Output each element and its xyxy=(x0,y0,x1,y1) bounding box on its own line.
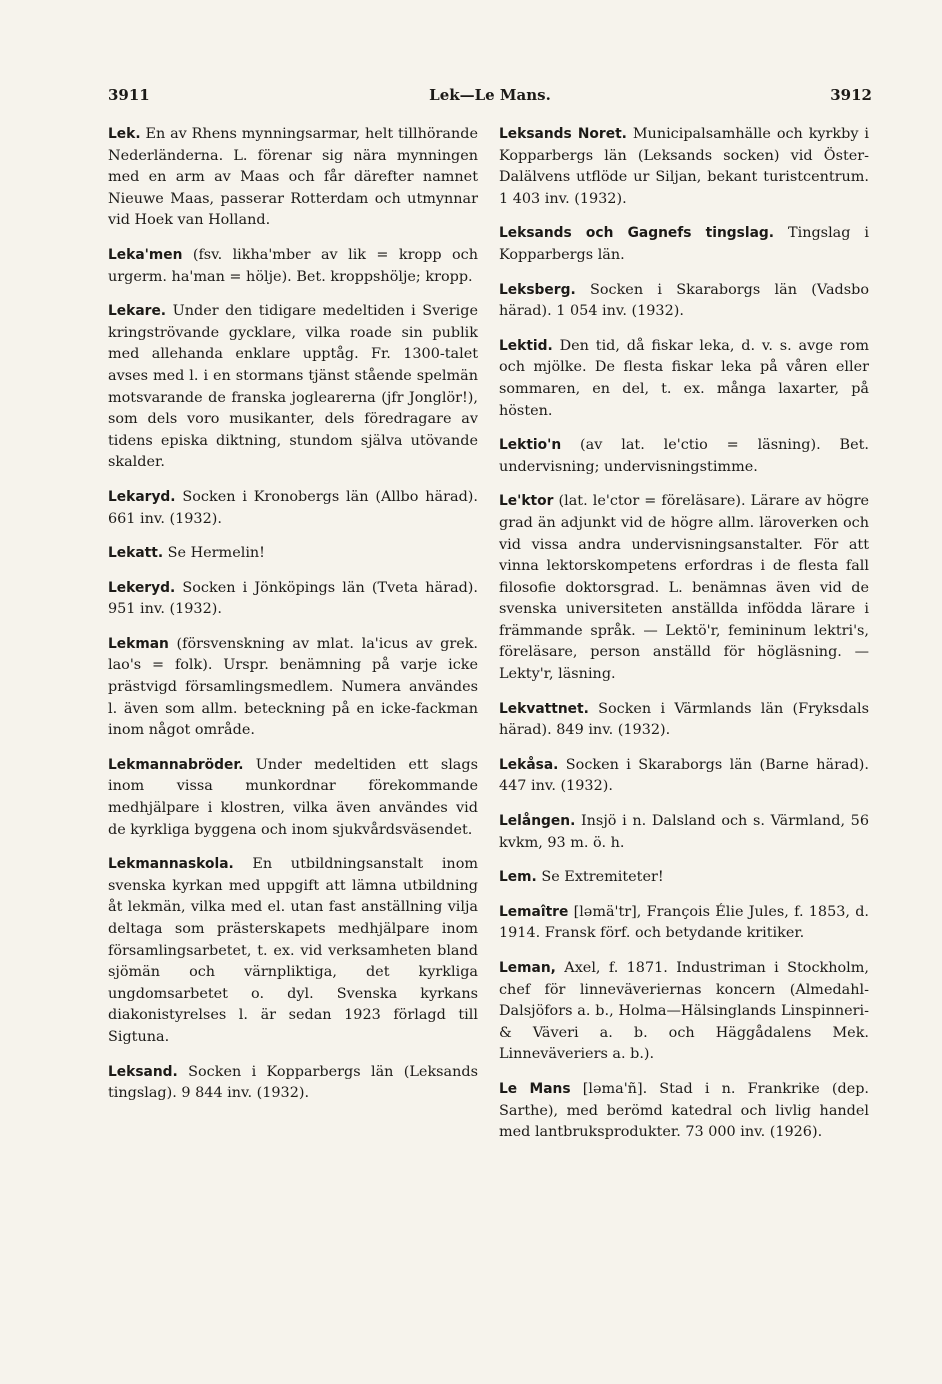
entry-text: Municipalsamhälle och kyrkby i Kopparbergs län (Leksands socken) vid Öster-Dalälvens utflöde ur Siljan, bekant turistcentrum. 1 403 inv. (1932). xyxy=(499,126,869,207)
page-number-right: 3912 xyxy=(830,86,872,104)
entry-text: (fsv. likha'mber av lik = kropp och urgerm. ha'man = hölje). Bet. kroppshölje; kropp. xyxy=(108,246,479,285)
dictionary-entry xyxy=(108,301,478,474)
entry-text: Under medeltiden ett slags inom vissa munkordnar förekommande medhjälpare i klostren, vilka även användes vid de kyrkliga byggena och inom sjukvårdsväsendet. xyxy=(108,756,478,838)
entry-text: Axel, f. 1871. Industriman i Stockholm, chef för linneväveriernas koncern (Almedahl-Dalsjöfors a. b., Holma—Hälsinglands Linspinneri- & Väveri a. b. och Häggådalens Mek. Linneväveriers a. b.). xyxy=(499,960,869,1063)
entry-text: Socken i Kopparbergs län (Leksands tingslag). 9 844 inv. (1932). xyxy=(108,1063,478,1102)
entry-text: (försvenskning av mlat. la'icus av grek. lao's = folk). Urspr. benämning på varje icke prästvigd församlingsmedlem. Numera användes l. även som allm. beteckning på en icke-fackman inom något område. xyxy=(108,635,479,739)
entry-text: Insjö i n. Dalsland och s. Värmland, 56 kvkm, 93 m. ö. h. xyxy=(499,813,869,851)
entry-headword: Lekmannabröder. xyxy=(108,756,244,773)
dictionary-entry xyxy=(108,854,478,1048)
dictionary-entry xyxy=(499,902,869,945)
dictionary-entry xyxy=(499,124,869,210)
dictionary-entry xyxy=(499,280,869,323)
dictionary-entry xyxy=(499,223,869,266)
entry-headword: Lekvattnet. xyxy=(499,700,589,717)
dictionary-entry xyxy=(108,755,478,841)
entry-headword: Le'ktor xyxy=(499,493,554,510)
entry-headword: Lekatt. xyxy=(108,545,164,562)
entry-headword: Leksands och Gagnefs tingslag. xyxy=(499,225,775,242)
dictionary-entry xyxy=(499,958,869,1066)
entry-text: Under den tidigare medeltiden i Sverige kringströvande gycklare, vilka roade sin publik med allehanda enklare upptåg. Fr. 1300-talet avses med l. i en stormans tjänst stående spelmän motsvarande de franska joglearerna (jfr Jonglör!), som dels voro musikanter, dels föredragare av tidens episka diktning, stundom själva utövande skalder. xyxy=(108,303,478,471)
dictionary-entry xyxy=(108,487,478,530)
entry-text: Socken i Jönköpings län (Tveta härad). 951 inv. (1932). xyxy=(108,579,478,618)
entry-text: [ləmä'tr], François Élie Jules, f. 1853, d. 1914. Fransk förf. och betydande kritiker. xyxy=(499,903,869,942)
entry-text: En av Rhens mynningsarmar, helt tillhörande Nederländerna. L. förenar sig nära mynningen med en arm av Maas och får därefter namnet Nieuwe Maas, passerar Rotterdam och utmynnar vid Hoek van Holland. xyxy=(108,126,478,229)
right-column xyxy=(499,124,869,1157)
dictionary-entry xyxy=(499,491,869,685)
dictionary-entry xyxy=(499,336,869,422)
dictionary-entry xyxy=(108,245,478,288)
running-title: Lek—Le Mans. xyxy=(429,86,551,104)
entry-text: Socken i Kronobergs län (Allbo härad). 661 inv. (1932). xyxy=(108,488,478,527)
dictionary-entry xyxy=(108,124,478,232)
entry-headword: Leksberg. xyxy=(499,281,576,298)
entry-text: Socken i Värmlands län (Fryksdals härad). 849 inv. (1932). xyxy=(499,700,869,739)
page-header xyxy=(108,86,872,110)
column-gutter xyxy=(488,200,489,1220)
dictionary-entry xyxy=(499,755,869,798)
dictionary-entry xyxy=(499,867,869,889)
dictionary-entry xyxy=(499,699,869,742)
entry-headword: Lekare. xyxy=(108,303,167,320)
entry-headword: Lekaryd. xyxy=(108,488,176,505)
entry-text: Socken i Skaraborgs län (Barne härad). 447 inv. (1932). xyxy=(499,756,869,795)
entry-text: En utbildningsanstalt inom svenska kyrkan med uppgift att lämna utbildning åt lekmän, vilka med el. utan fast anställning vilja deltaga som prästerskapets medhjälpare inom församlingsarbetet, t. ex. vid verksamheten bland sjömän och värnpliktiga, det kyrkliga ungdomsarbetet o. dyl. Svenska kyrkans diakonistyrelses l. är sedan 1923 förlagd till Sigtuna. xyxy=(108,856,479,1045)
entry-text: Se Extremiteter! xyxy=(541,869,664,886)
entry-headword: Lekman xyxy=(108,635,169,652)
entry-text: [ləma'ñ]. Stad i n. Frankrike (dep. Sarthe), med berömd katedral och livlig handel med lantbruksprodukter. 73 000 inv. (1926). xyxy=(499,1080,870,1141)
entry-headword: Lelången. xyxy=(499,813,576,830)
entry-text: Se Hermelin! xyxy=(167,545,265,562)
entry-text: Den tid, då fiskar leka, d. v. s. avge rom och mjölke. De flesta fiskar leka på våren eller sommaren, en del, t. ex. många laxarter, på hösten. xyxy=(499,337,869,419)
entry-headword: Lem. xyxy=(499,869,537,886)
entry-headword: Leksand. xyxy=(108,1063,178,1080)
entry-headword: Lek. xyxy=(108,126,141,142)
dictionary-entry xyxy=(499,1079,869,1144)
dictionary-entry xyxy=(499,811,869,854)
dictionary-entry xyxy=(108,578,478,621)
dictionary-entry xyxy=(499,435,869,478)
entry-headword: Leman, xyxy=(499,960,556,976)
entry-text: Socken i Skaraborgs län (Vadsbo härad). 1 054 inv. (1932). xyxy=(499,281,869,320)
entry-headword: Lektid. xyxy=(499,337,553,354)
entry-text: Tingslag i Kopparbergs län. xyxy=(499,225,870,263)
entry-headword: Lekåsa. xyxy=(499,756,559,773)
entry-headword: Lektio'n xyxy=(499,437,562,454)
page-number-left: 3911 xyxy=(108,86,150,104)
entry-headword: Leksands Noret. xyxy=(499,126,627,142)
entry-headword: Lemaître xyxy=(499,903,569,920)
entry-headword: Lekeryd. xyxy=(108,579,176,596)
entry-headword: Leka'men xyxy=(108,246,183,263)
dictionary-entry xyxy=(108,1062,478,1105)
entry-text: (lat. le'ctor = föreläsare). Lärare av högre grad än adjunkt vid de högre allm. läroverken och vid vissa andra undervisningsanstalter. För att vinna lektorskompetens erfordras i de flesta fall filosofie doktorsgrad. L. benämnas även vid de svenska universiteten anställda infödda lärare i främmande språk. — Lektö'r, femininum lektri's, föreläsare, person anställd för högläsning. — Lekty'r, läsning. xyxy=(499,493,869,683)
entry-headword: Lekmannaskola. xyxy=(108,856,234,873)
dictionary-entry xyxy=(108,634,478,742)
dictionary-entry xyxy=(108,543,478,565)
left-column xyxy=(108,124,478,1118)
entry-text: (av lat. le'ctio = läsning). Bet. undervisning; undervisningstimme. xyxy=(499,437,869,475)
entry-headword: Le Mans xyxy=(499,1080,571,1097)
